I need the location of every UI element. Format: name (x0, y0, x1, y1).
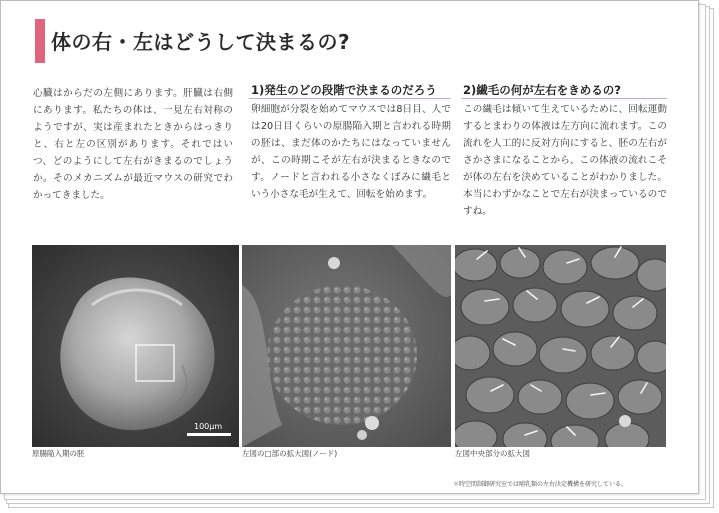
section2-body: この繊毛は傾いて生えているために、回転運動するとまわりの体液は左方向に流れます。この流れを人工的に反対方向にすると、胚の左右がさかさまになることから、この体液の流れこそが体の左右を決めていることがわかりました。本当にわずかなことで左右が決まっているのですね。 (463, 104, 667, 217)
page-title: 体の右・左はどうして決まるの? (51, 30, 351, 54)
footnote: ＊時空間制御研究室では哺乳類の左右決定機構を研究している。 (453, 481, 628, 488)
section1-heading: 1)発生のどの段階で決まるのだろう (251, 83, 437, 97)
section1-rule (249, 98, 451, 99)
caption-embryo: 原腸陥入期の胚 (32, 449, 85, 458)
section1-body: 卵細胞が分裂を始めてマウスでは8日目、人では20日目くらいの原腸陥入期と言われる時期の胚は、まだ体のかたちにはなっていませんが、この時期こそが左右が決まるときなのです。ノードと言われる小さなくぼみに繊毛という小さな毛が生えて、回転を始めます。 (251, 104, 451, 200)
intro-paragraph: 心臓はからだの左側にあります。肝臓は右側にあります。私たちの体は、一見左右対称のようですが、実は産まれたときからはっきりと、右と左の区別があります。それではいつ、どのようにして左右がきまるのでしょうか。そのメカニズムが最近マウスの研究でわかってきました。 (33, 88, 233, 201)
section2-rule (461, 98, 667, 99)
title-accent-bar (35, 19, 45, 63)
section2-heading: 2)繊毛の何が左右をきめるの? (463, 83, 621, 97)
caption-node: 左図の□部の拡大図(ノード) (242, 449, 338, 458)
node-micrograph (242, 245, 451, 447)
caption-cilia: 左図中央部分の拡大図 (455, 449, 530, 458)
embryo-micrograph (32, 245, 239, 447)
scale-bar-label: 100μm (194, 422, 223, 431)
cilia-micrograph (455, 245, 666, 447)
